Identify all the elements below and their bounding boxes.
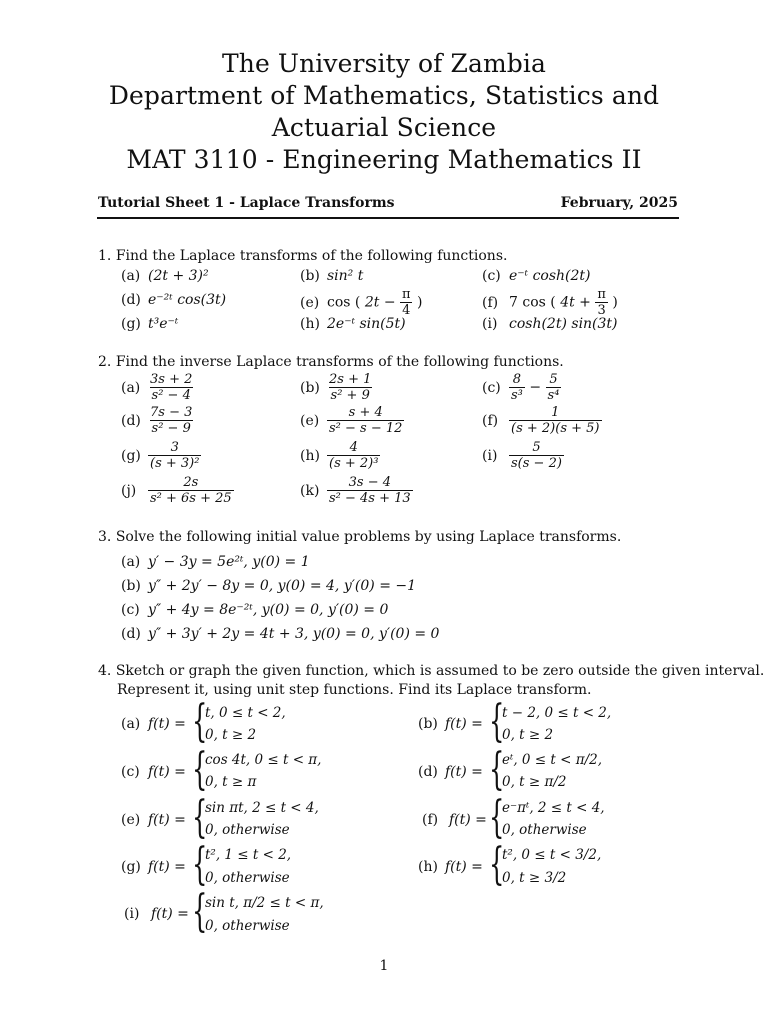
q4-item-f-brace: {: [489, 792, 505, 843]
q4-item-i: (i) f(t) =: [124, 906, 189, 922]
q2-heading: [98, 354, 564, 370]
q3-item-c: (c) y″ + 4y = 8e⁻²ᵗ, y(0) = 0, y′(0) = 0: [121, 602, 389, 618]
q4-item-e: (e) f(t) =: [121, 812, 186, 828]
q1-item-i: (i) cosh(2t) sin(3t): [482, 316, 618, 332]
q4-text-line2: Represent it, using unit step functions. Find its Laplace transform.: [117, 682, 592, 698]
q4-item-a-brace: {: [192, 696, 208, 747]
q1-item-e: (e) cos ( 2t − $\frac{\pi}{4}$ ): [300, 287, 423, 318]
q4-item-b-case1: t − 2, 0 ≤ t < 2,: [502, 705, 612, 721]
q4-item-e-case1: sin πt, 2 ≤ t < 4,: [205, 800, 319, 816]
q2-item-h: (h) $\frac{4}{\text{(s + 2)³}}$: [300, 440, 379, 471]
q1-item-d: (d) e⁻²ᵗ cos(3t): [121, 292, 227, 308]
q4-item-d-case2: 0, t ≥ π/2: [502, 774, 567, 790]
q4-item-a-case1: t, 0 ≤ t < 2,: [205, 705, 286, 721]
q2-item-j: (j) $\frac{2s}{\text{s² + 6s + 25}}$: [121, 475, 232, 506]
q3-text: Solve the following initial value problems by using Laplace transforms.: [115, 529, 622, 545]
header-rule: [97, 217, 679, 219]
q2-item-k: (k) $\frac{3s - 4}{\text{s² − 4s + 13}}$: [300, 475, 411, 506]
q4-item-i-case1: sin t, π/2 ≤ t < π,: [205, 895, 324, 911]
q4-item-h-case2: 0, t ≥ 3/2: [502, 870, 567, 886]
department-title: Department of Mathematics, Statistics and: [108, 81, 660, 110]
q4-item-h-case1: t², 0 ≤ t < 3/2,: [502, 847, 602, 863]
q4-item-a: (a) f(t) =: [121, 716, 186, 732]
q3-item-b: (b) y″ + 2y′ − 8y = 0, y(0) = 4, y′(0) = −1: [121, 578, 417, 594]
q2-number: 2.: [98, 354, 112, 370]
q4-item-g-case1: t², 1 ≤ t < 2,: [205, 847, 292, 863]
q4-item-a-case2: 0, t ≥ 2: [205, 727, 257, 743]
q4-item-c: (c) f(t) =: [121, 764, 186, 780]
q2-item-g: (g) $\frac{3}{\text{(s + 3)²}}$: [121, 440, 200, 471]
q1-number: 1.: [98, 248, 112, 264]
q4-item-g: (g) f(t) =: [121, 859, 186, 875]
sheet-date: February, 2025: [560, 195, 678, 211]
q2-item-a: (a) $\frac{3s + 2}{\text{s² − 4}}$: [121, 372, 193, 403]
q3-heading: [98, 529, 621, 545]
q4-number: 4.: [98, 663, 112, 679]
q4-item-g-brace: {: [192, 839, 208, 890]
q3-item-a: (a) y′ − 3y = 5e²ᵗ, y(0) = 1: [121, 554, 310, 570]
q4-item-e-case2: 0, otherwise: [205, 822, 290, 838]
q2-item-b: (b) $\frac{2s + 1}{\text{s² + 9}}$: [300, 372, 372, 403]
q4-item-c-case2: 0, t ≥ π: [205, 774, 257, 790]
q4-heading: [98, 663, 764, 679]
q1-item-g: (g) t³e⁻ᵗ: [121, 316, 179, 332]
q4-item-b-case2: 0, t ≥ 2: [502, 727, 554, 743]
q4-item-f-case2: 0, otherwise: [502, 822, 587, 838]
q3-item-d: (d) y″ + 3y′ + 2y = 4t + 3, y(0) = 0, y′(0) = 0: [121, 626, 440, 642]
q2-item-d: (d) $\frac{7s - 3}{\text{s² − 9}}$: [121, 405, 193, 436]
sheet-subheader: [98, 195, 678, 217]
q4-item-c-case1: cos 4t, 0 ≤ t < π,: [205, 752, 322, 768]
sheet-title: Tutorial Sheet 1 - Laplace Transforms: [98, 195, 395, 211]
q1-item-f: (f) 7 cos ( 4t + $\frac{\pi}{3}$ ): [482, 287, 618, 318]
q4-item-d-case1: eᵗ, 0 ≤ t < π/2,: [502, 752, 603, 768]
q1-item-b: (b) sin² t: [300, 268, 364, 284]
department-title-cont: Actuarial Science: [271, 113, 497, 142]
q4-item-h: (h) f(t) =: [418, 859, 483, 875]
q2-item-e: (e) $\frac{s + 4}{\text{s² − s − 12}}$: [300, 405, 403, 436]
page-number: 1: [379, 958, 389, 974]
q4-item-c-brace: {: [192, 744, 208, 795]
q2-item-f: (f) $\frac{1}{(s + 2)(s + 5)}$: [482, 405, 600, 436]
q4-item-f: (f) f(t) =: [422, 812, 487, 828]
q3-number: 3.: [98, 529, 112, 545]
q4-item-h-brace: {: [489, 839, 505, 890]
q4-item-d: (d) f(t) =: [418, 764, 483, 780]
q4-item-i-case2: 0, otherwise: [205, 918, 290, 934]
q4-item-d-brace: {: [489, 744, 505, 795]
document-header: [0, 48, 768, 176]
q2-text: Find the inverse Laplace transforms of the following functions.: [115, 354, 564, 370]
q1-text: Find the Laplace transforms of the following functions.: [115, 248, 508, 264]
q1-item-a: (a) (2t + 3)²: [121, 268, 209, 284]
course-title: MAT 3110 - Engineering Mathematics II: [126, 145, 642, 174]
q4-item-e-brace: {: [192, 792, 208, 843]
university-title: The University of Zambia: [221, 49, 547, 78]
q4-item-b: (b) f(t) =: [418, 716, 483, 732]
q4-item-b-brace: {: [489, 696, 505, 747]
q4-text-line1: Sketch or graph the given function, which is assumed to be zero outside the given interval.: [115, 663, 765, 679]
q1-heading: [98, 248, 507, 264]
q1-item-h: (h) 2e⁻ᵗ sin(5t): [300, 316, 406, 332]
q4-item-i-brace: {: [192, 886, 208, 937]
q2-item-c: (c) $\frac{8}{\text{s³}}$ − $\frac{5}{\text{s⁴}}$: [482, 372, 560, 403]
q4-item-g-case2: 0, otherwise: [205, 870, 290, 886]
q1-item-c: (c) e⁻ᵗ cosh(2t): [482, 268, 591, 284]
q2-item-i: (i) $\frac{5}{s(s - 2)}$: [482, 440, 562, 471]
q4-item-f-case1: e⁻πᵗ, 2 ≤ t < 4,: [502, 800, 605, 816]
